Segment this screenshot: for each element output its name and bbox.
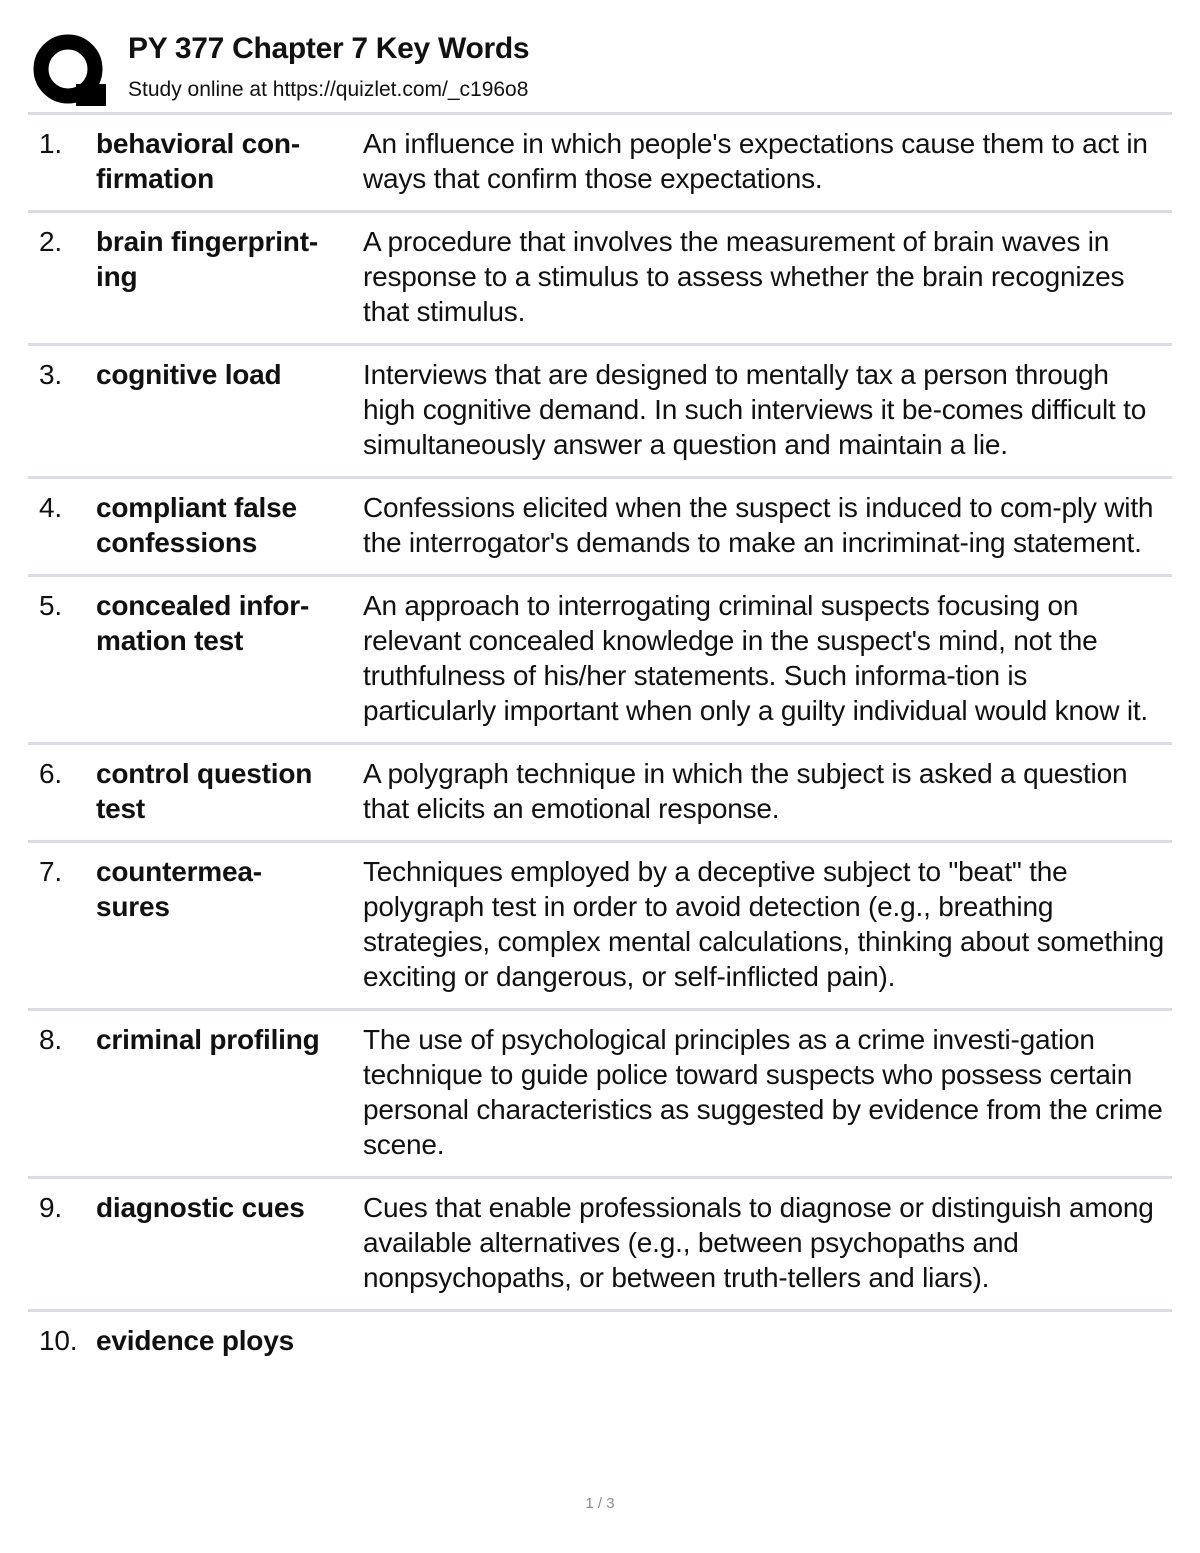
item-number: 2.	[39, 226, 62, 257]
study-online-link-text: Study online at https://quizlet.com/_c196o8	[128, 78, 529, 101]
list-item	[28, 1011, 1172, 1179]
item-definition: Interviews that are designed to mentally tax a person through high cognitive demand. In such interviews it be-comes difficult to simultaneously answer a question and maintain a lie.	[363, 359, 1147, 460]
item-definition: A polygraph technique in which the subject is asked a question that elicits an emotional response.	[363, 758, 1128, 824]
document-title: PY 377 Chapter 7 Key Words	[128, 32, 530, 65]
item-definition: Confessions elicited when the suspect is induced to com-ply with the interrogator's demands to make an incriminat-ing statement.	[363, 492, 1154, 558]
quizlet-q-logo-icon	[32, 32, 108, 108]
list-item	[28, 479, 1172, 577]
item-number: 1.	[39, 128, 62, 159]
page-indicator: 1 / 3	[585, 1495, 615, 1512]
item-number: 3.	[39, 359, 62, 390]
item-term: behavioral con- firmation	[96, 128, 300, 194]
item-definition: An approach to interrogating criminal suspects focusing on relevant concealed knowledge in the suspect's mind, not the truthfulness of his/her statements. Such informa-tion is particularly important when only a guilty individual would know it.	[363, 590, 1148, 726]
item-term: brain fingerprint- ing	[96, 226, 318, 292]
item-term: diagnostic cues	[96, 1192, 305, 1223]
item-number: 4.	[39, 492, 62, 523]
list-item	[28, 115, 1172, 213]
list-item	[28, 843, 1172, 1011]
list-item	[28, 745, 1172, 843]
item-term: evidence ploys	[96, 1325, 294, 1356]
item-number: 7.	[39, 856, 62, 887]
item-term: criminal profiling	[96, 1024, 320, 1055]
list-item	[28, 1179, 1172, 1312]
item-number: 9.	[39, 1192, 62, 1223]
item-term: cognitive load	[96, 359, 282, 390]
item-definition: Cues that enable professionals to diagnose or distinguish among available alternatives (e.g., between psychopaths and nonpsychopaths, or between truth-tellers and liars).	[363, 1192, 1154, 1293]
item-number: 8.	[39, 1024, 62, 1055]
item-definition: A procedure that involves the measurement of brain waves in response to a stimulus to assess whether the brain recognizes that stimulus.	[363, 226, 1125, 327]
list-item	[28, 213, 1172, 346]
item-definition: Techniques employed by a deceptive subject to "beat" the polygraph test in order to avoid detection (e.g., breathing strategies, complex mental calculations, thinking about something exciting or dangerous, or self-inflicted pain).	[363, 856, 1164, 992]
item-number: 6.	[39, 758, 62, 789]
item-number: 5.	[39, 590, 62, 621]
list-item	[28, 577, 1172, 745]
list-item	[28, 1312, 1172, 1372]
item-term: concealed infor- mation test	[96, 590, 310, 656]
item-number: 10.	[39, 1325, 78, 1356]
item-term: compliant false confessions	[96, 492, 297, 558]
list-item	[28, 346, 1172, 479]
key-words-list	[28, 115, 1172, 1372]
item-definition: The use of psychological principles as a crime investi-gation technique to guide police toward suspects who possess certain personal characteristics as suggested by evidence from the crime scene.	[363, 1024, 1163, 1160]
document-header	[28, 28, 1172, 112]
item-term: countermea- sures	[96, 856, 262, 922]
item-definition: An influence in which people's expectations cause them to act in ways that confirm those expectations.	[363, 128, 1148, 194]
item-term: control question test	[96, 758, 313, 824]
